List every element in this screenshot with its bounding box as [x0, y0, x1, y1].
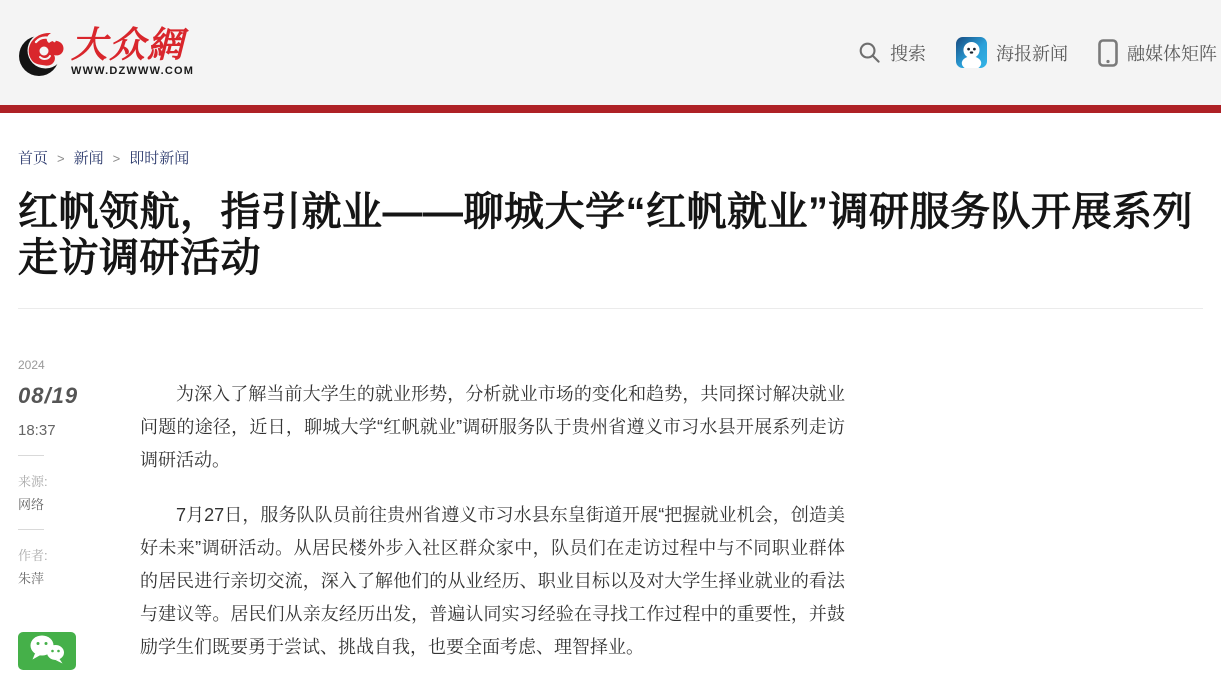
site-header: [0, 0, 1221, 105]
search-icon: [858, 41, 881, 64]
site-logo[interactable]: [18, 23, 195, 79]
wechat-share-button[interactable]: [18, 632, 76, 670]
site-name: 大众網: [71, 23, 186, 66]
source-label: 来源:: [18, 474, 48, 489]
phone-icon: [1098, 39, 1118, 67]
publish-time: 18:37: [18, 422, 56, 439]
nav-media-matrix[interactable]: [1098, 39, 1217, 67]
nav-media-matrix-label: 融媒体矩阵: [1127, 43, 1217, 64]
site-url-text: WWW.DZWWW.COM: [71, 64, 195, 77]
meta-divider: [18, 529, 44, 530]
author-value: 朱萍: [18, 571, 45, 586]
article-content: [0, 358, 1221, 674]
article-paragraph-1: 为深入了解当前大学生的就业形势，分析就业市场的变化和趋势，共同探讨解决就业问题的途径，近日，聊城大学“红帆就业”调研服务队于贵州省遵义市习水县开展系列走访调研活动。: [140, 384, 845, 470]
dzwww-flame-logo-icon: [18, 27, 68, 79]
author-label: 作者:: [18, 548, 48, 563]
breadcrumb-separator: >: [57, 151, 65, 166]
meta-divider: [18, 455, 44, 456]
breadcrumb-instant-news[interactable]: 即时新闻: [129, 150, 190, 167]
article-title: 红帆领航，指引就业——聊城大学“红帆就业”调研服务队开展系列走访调研活动: [18, 190, 1193, 280]
article-paragraph-2: 7月27日，服务队队员前往贵州省遵义市习水县东皇街道开展“把握就业机会，创造美好未来”调研活动。从居民楼外步入社区群众家中，队员们在走访过程中与不同职业群体的居民进行亲切交流，深入了解他们的从业经历、职业目标以及对大学生择业就业的看法与建议等。居民们从亲友经历出发，普遍认同实习经验在寻找工作过程中的重要性，并鼓励学生们既要勇于尝试、挑战自我，也要全面考虑、理智择业。: [140, 505, 845, 657]
nav-search[interactable]: [858, 40, 926, 66]
publish-year: 2024: [18, 358, 45, 372]
breadcrumb: [18, 147, 1203, 168]
breadcrumb-separator: >: [112, 151, 121, 166]
nav-haibao-news[interactable]: [956, 37, 1068, 68]
wechat-icon: [28, 634, 66, 669]
nav-haibao-news-label: 海报新闻: [996, 43, 1068, 64]
title-divider: [18, 308, 1203, 309]
article-meta-column: [18, 358, 140, 674]
article-body: [140, 358, 845, 674]
page-body: [0, 147, 1221, 674]
brand-red-bar: [0, 105, 1221, 113]
header-nav: [828, 37, 1217, 68]
haibao-news-app-icon: [956, 37, 987, 68]
share-buttons: [18, 632, 140, 674]
breadcrumb-news[interactable]: 新闻: [73, 150, 104, 167]
publish-date: 08/19: [18, 383, 79, 408]
nav-search-label: 搜索: [890, 43, 926, 64]
source-value: 网络: [18, 497, 45, 512]
breadcrumb-home[interactable]: 首页: [18, 150, 49, 167]
